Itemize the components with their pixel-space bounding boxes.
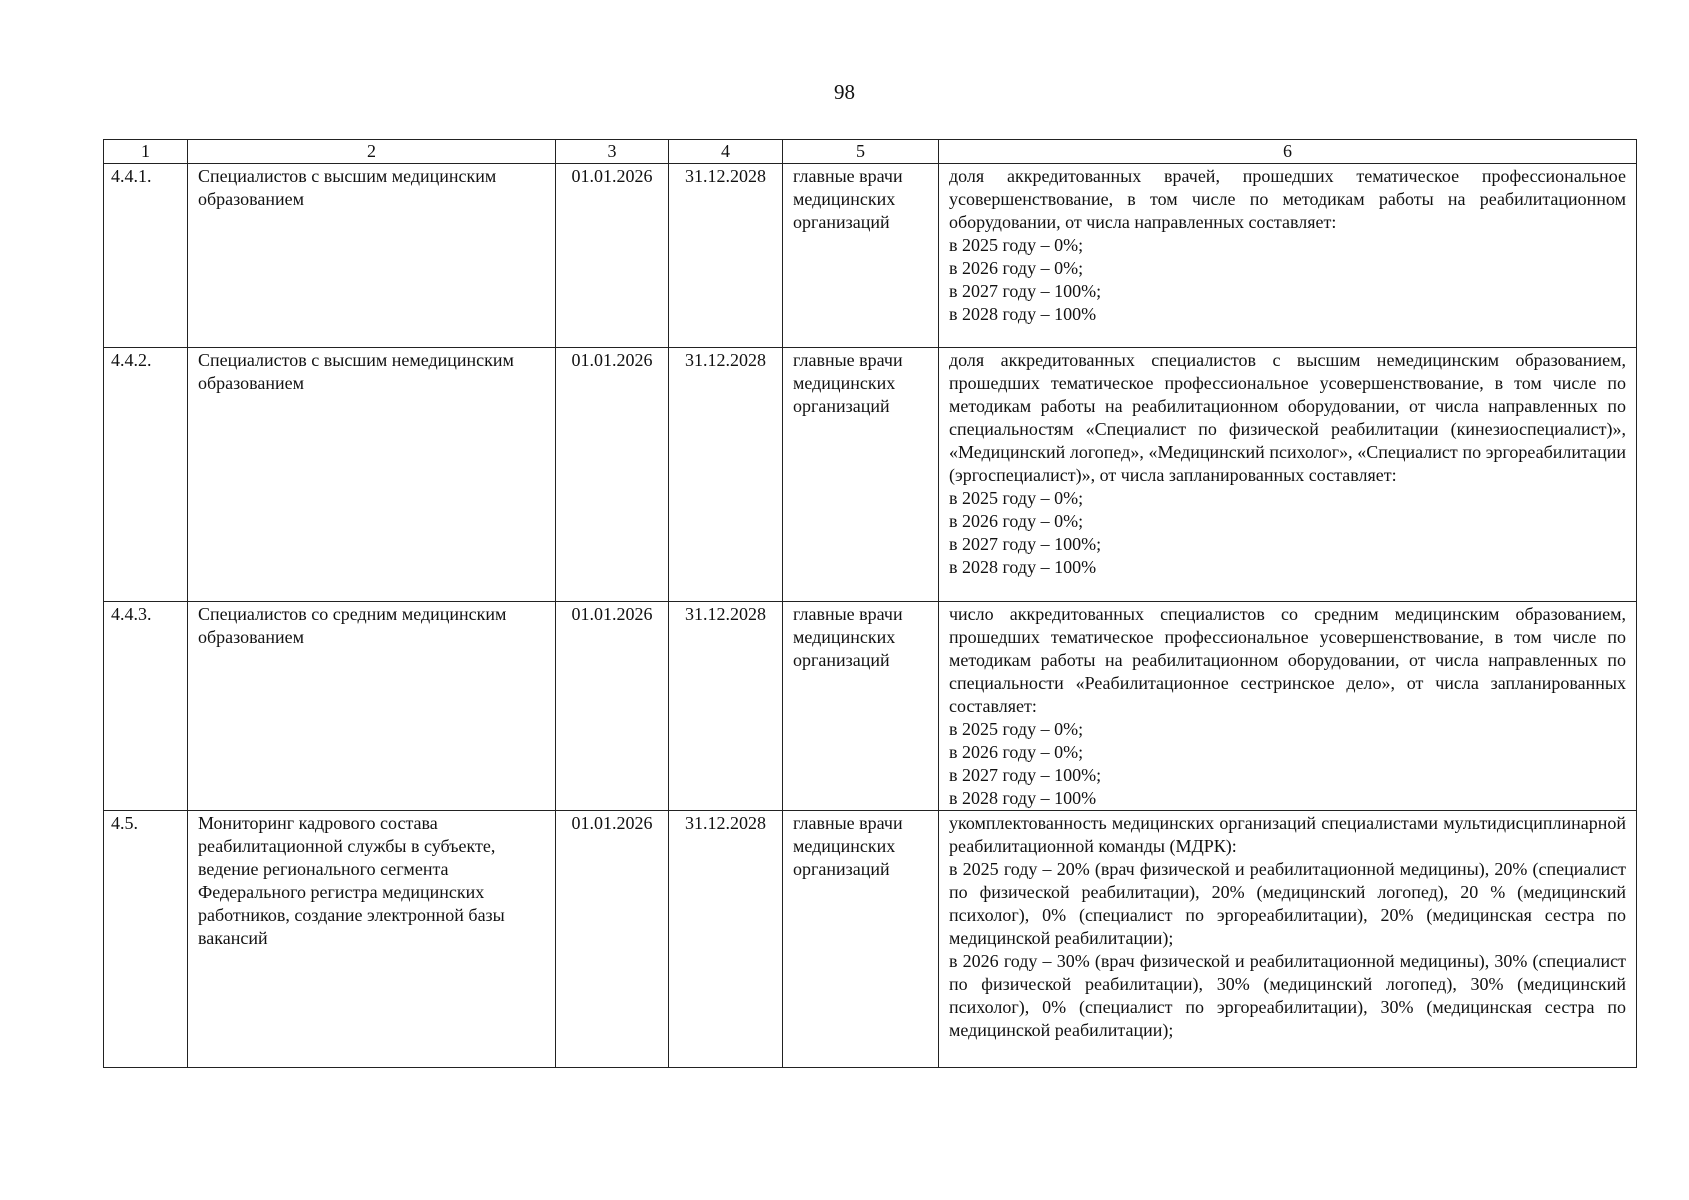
table-row [104, 164, 1637, 348]
responsible: главные врачи медицинских организаций [783, 811, 939, 1068]
plan-table [103, 139, 1637, 1068]
end-date: 31.12.2028 [669, 164, 783, 348]
measure-name: Специалистов с высшим немедицинским образованием [188, 348, 556, 602]
result-line: в 2025 году – 20% (врач физической и реабилитационной медицины), 20% (специалист по физической реабилитации), 20% (медицинский логопед), 20 % (медицинский психолог), 0% (специалист по эргореабилитации), 20% (медицинская сестра по медицинской реабилитации); [949, 859, 1626, 948]
result-line: в 2025 году – 0%; [949, 488, 1084, 508]
result-line: в 2027 году – 100%; [949, 281, 1102, 301]
result-cell [939, 811, 1637, 1068]
start-date: 01.01.2026 [556, 348, 669, 602]
measure-name: Специалистов с высшим медицинским образованием [188, 164, 556, 348]
row-number: 4.4.1. [104, 164, 188, 348]
table-row [104, 811, 1637, 1068]
measure-name: Мониторинг кадрового состава реабилитационной службы в субъекте, ведение регионального сегмента Федерального регистра медицинских работников, создание электронной базы вакансий [188, 811, 556, 1068]
start-date: 01.01.2026 [556, 164, 669, 348]
measure-name: Специалистов со средним медицинским образованием [188, 602, 556, 811]
row-number: 4.4.3. [104, 602, 188, 811]
result-line: в 2028 году – 100% [949, 788, 1097, 808]
responsible: главные врачи медицинских организаций [783, 348, 939, 602]
result-cell [939, 602, 1637, 811]
column-header-2: 2 [188, 140, 556, 164]
column-header-5: 5 [783, 140, 939, 164]
result-line: в 2026 году – 0%; [949, 742, 1084, 762]
result-line: в 2027 году – 100%; [949, 534, 1102, 554]
result-line: в 2026 году – 0%; [949, 258, 1084, 278]
column-header-3: 3 [556, 140, 669, 164]
column-header-1: 1 [104, 140, 188, 164]
column-header-6: 6 [939, 140, 1637, 164]
result-text: укомплектованность медицинских организаций специалистами мультидисциплинарной реабилитационной команды (МДРК): [949, 813, 1626, 856]
result-text: доля аккредитованных специалистов с высшим немедицинским образованием, прошедших тематическое профессиональное усовершенствование, в том числе по методикам работы на реабилитационном оборудовании, от числа направленных по специальностям «Специалист по физической реабилитации (кинезиоспециалист)», «Медицинский логопед», «Медицинский психолог», «Специалист по эргореабилитации (эргоспециалист)», от числа запланированных составляет: [949, 350, 1626, 485]
result-line: в 2026 году – 0%; [949, 511, 1084, 531]
page-number: 98 [834, 80, 855, 104]
row-number: 4.5. [104, 811, 188, 1068]
responsible: главные врачи медицинских организаций [783, 602, 939, 811]
header-row [104, 140, 1637, 164]
result-line: в 2025 году – 0%; [949, 719, 1084, 739]
result-cell [939, 164, 1637, 348]
start-date: 01.01.2026 [556, 811, 669, 1068]
end-date: 31.12.2028 [669, 348, 783, 602]
responsible: главные врачи медицинских организаций [783, 164, 939, 348]
result-text: доля аккредитованных врачей, прошедших тематическое профессиональное усовершенствование, в том числе по методикам работы на реабилитационном оборудовании, от числа направленных составляет: [949, 166, 1626, 232]
column-header-4: 4 [669, 140, 783, 164]
result-line: в 2027 году – 100%; [949, 765, 1102, 785]
end-date: 31.12.2028 [669, 602, 783, 811]
end-date: 31.12.2028 [669, 811, 783, 1068]
result-line: в 2025 году – 0%; [949, 235, 1084, 255]
row-number: 4.4.2. [104, 348, 188, 602]
result-line: в 2028 году – 100% [949, 557, 1097, 577]
table-row [104, 602, 1637, 811]
start-date: 01.01.2026 [556, 602, 669, 811]
table-row [104, 348, 1637, 602]
result-line: в 2026 году – 30% (врач физической и реабилитационной медицины), 30% (специалист по физической реабилитации), 30% (медицинский логопед), 30% (медицинский психолог), 0% (специалист по эргореабилитации), 30% (медицинская сестра по медицинской реабилитации); [949, 951, 1626, 1040]
result-text: число аккредитованных специалистов со средним медицинским образованием, прошедших тематическое профессиональное усовершенствование, в том числе по методикам работы на реабилитационном оборудовании, от числа направленных по специальности «Реабилитационное сестринское дело», от числа запланированных составляет: [949, 604, 1626, 716]
result-cell [939, 348, 1637, 602]
result-line: в 2028 году – 100% [949, 304, 1097, 324]
